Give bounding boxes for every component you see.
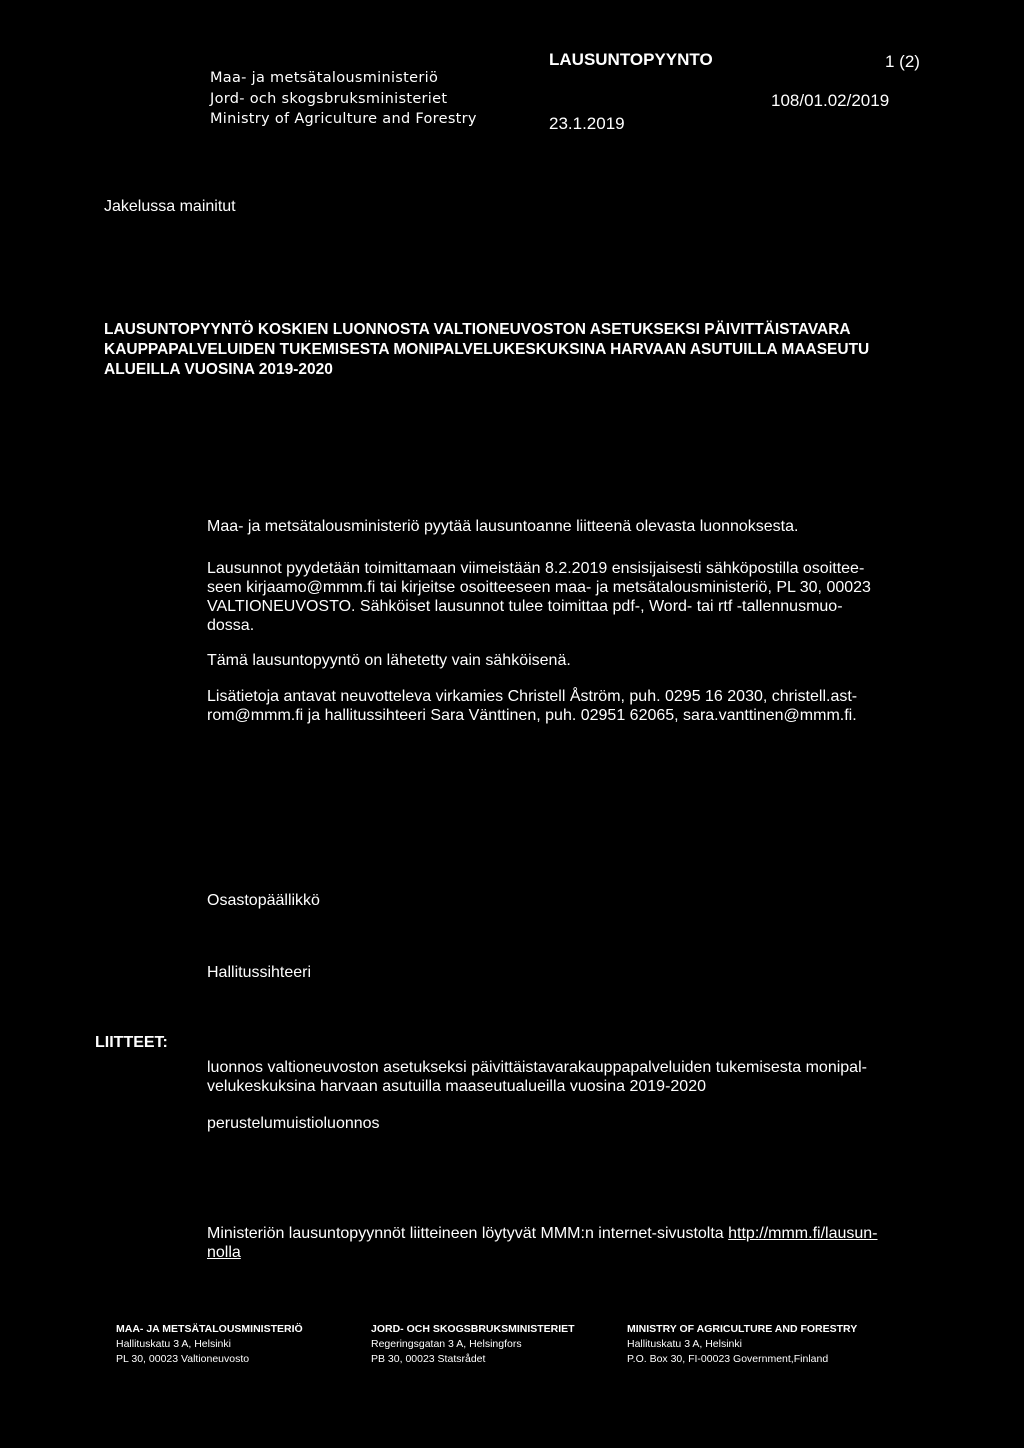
text-line: VALTIONEUVOSTO. Sähköiset lausunnot tulee toimittaa pdf-, Word- tai rtf -tallennusmuo-: [207, 598, 843, 615]
footer-column-en: [627, 1322, 857, 1367]
reference-number: 108/01.02/2019: [771, 91, 890, 110]
footer-column-sv: [371, 1322, 575, 1367]
attachment-item-memo: perustelumuistioluonnos: [207, 1115, 380, 1132]
recipient: Jakelussa mainitut: [104, 198, 236, 215]
web-link[interactable]: http://mmm.fi/lausun-: [728, 1225, 878, 1242]
title-line: ALUEILLA VUOSINA 2019-2020: [104, 361, 333, 378]
footer-org-name: MAA- JA METSÄTALOUSMINISTERIÖ: [116, 1323, 303, 1335]
document-date: 23.1.2019: [549, 114, 625, 133]
paragraph-deadline: [207, 559, 947, 635]
web-note: [207, 1224, 947, 1262]
web-note-text: Ministeriön lausuntopyynnöt liitteineen löytyvät MMM:n internet-sivustolta: [207, 1225, 729, 1242]
text-line: velukeskuksina harvaan asutuilla maaseutualueilla vuosina 2019-2020: [207, 1078, 706, 1095]
text-line: Lausunnot pyydetään toimittamaan viimeistään 8.2.2019 ensisijaisesti sähköpostilla osoittee-: [207, 560, 865, 577]
footer-column-fi: [116, 1322, 303, 1367]
footer-org-name: JORD- OCH SKOGSBRUKSMINISTERIET: [371, 1323, 575, 1335]
document-type: LAUSUNTOPYYNTO: [549, 50, 713, 69]
paragraph-electronic: Tämä lausuntopyyntö on lähetetty vain sähköisenä.: [207, 652, 571, 669]
text-line: dossa.: [207, 617, 255, 634]
title-line: KAUPPAPALVELUIDEN TUKEMISESTA MONIPALVELUKESKUKSINA HARVAAN ASUTUILLA MAASEUTU: [104, 341, 870, 358]
text-line: rom@mmm.fi ja hallitussihteeri Sara Vänttinen, puh. 02951 62065, sara.vanttinen@mmm.fi.: [207, 707, 857, 724]
footer-postal: PL 30, 00023 Valtioneuvosto: [116, 1353, 250, 1365]
web-link-continued[interactable]: nolla: [207, 1244, 241, 1261]
ministry-name-fi: Maa- ja metsätalousministeriö: [210, 70, 439, 86]
footer-postal: PB 30, 00023 Statsrådet: [371, 1353, 486, 1365]
attachment-item-draft: [207, 1058, 947, 1096]
footer-address: Hallituskatu 3 A, Helsinki: [627, 1338, 742, 1350]
signature-title-2: Hallitussihteeri: [207, 964, 312, 981]
text-line: seen kirjaamo@mmm.fi tai kirjeitse osoitteeseen maa- ja metsätalousministeriö, PL 30, 00023: [207, 579, 871, 596]
page-number: 1 (2): [885, 52, 920, 71]
text-line: luonnos valtioneuvoston asetukseksi päivittäistavarakauppapalveluiden tukemisesta monipal-: [207, 1059, 867, 1076]
footer-address: Hallituskatu 3 A, Helsinki: [116, 1338, 231, 1350]
ministry-name-sv: Jord- och skogsbruksministeriet: [210, 91, 448, 107]
footer-address: Regeringsgatan 3 A, Helsingfors: [371, 1338, 522, 1350]
ministry-name-en: Ministry of Agriculture and Forestry: [210, 111, 477, 127]
text-line: Lisätietoja antavat neuvotteleva virkamies Christell Åström, puh. 0295 16 2030, christell.ast-: [207, 688, 858, 705]
paragraph-request: Maa- ja metsätalousministeriö pyytää lausuntoanne liitteenä olevasta luonnoksesta.: [207, 518, 799, 535]
footer-org-name: MINISTRY OF AGRICULTURE AND FORESTRY: [627, 1323, 858, 1335]
footer-postal: P.O. Box 30, FI-00023 Government,Finland: [627, 1353, 829, 1365]
document-title: [104, 320, 974, 380]
paragraph-contacts: [207, 687, 947, 725]
signature-title-1: Osastopäällikkö: [207, 892, 320, 909]
attachments-label: LIITTEET:: [95, 1034, 168, 1051]
title-line: LAUSUNTOPYYNTÖ KOSKIEN LUONNOSTA VALTIONEUVOSTON ASETUKSEKSI PÄIVITTÄISTAVARA: [104, 321, 851, 338]
